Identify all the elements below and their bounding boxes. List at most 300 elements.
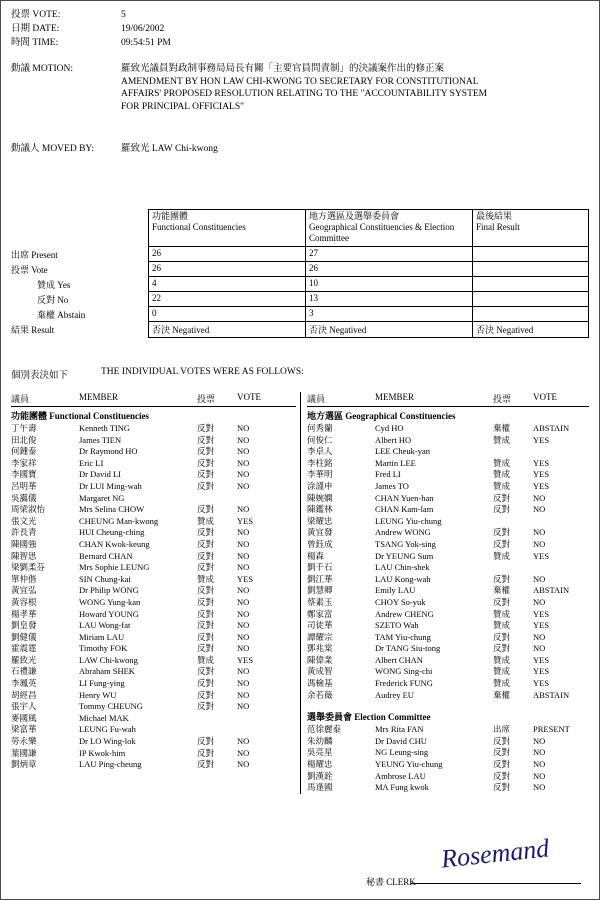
results-abstain-final (473, 307, 589, 322)
member-name-cn: 陳偉業 (307, 654, 333, 665)
member-vote-en: NO (533, 596, 546, 607)
vote-row (11, 469, 296, 481)
vote-row (307, 435, 589, 447)
member-name-cn: 張文光 (11, 515, 37, 526)
member-vote-en: ABSTAIN (533, 585, 570, 596)
results-no-gc: 13 (306, 292, 473, 307)
member-name-en: Mrs Rita FAN (375, 724, 424, 735)
vote-row (307, 493, 589, 505)
vote-row (307, 481, 589, 493)
member-vote-cn: 贊成 (493, 666, 511, 677)
member-vote-en: NO (237, 620, 250, 631)
member-vote-en: YES (533, 434, 550, 445)
vote-row (11, 539, 296, 551)
vote-row (307, 747, 589, 759)
results-vote-fc: 26 (149, 262, 306, 277)
moved-by-label: 動議人 MOVED BY: (11, 144, 95, 154)
member-name-en: Martin LEE (375, 457, 416, 468)
member-name-en: Dr YEUNG Sum (375, 550, 434, 561)
vote-meta-block (11, 9, 589, 50)
member-name-en: HUI Cheung-ching (79, 527, 145, 538)
member-vote-en (237, 724, 296, 736)
member-name-cn: 楊森 (307, 550, 325, 561)
member-name-en: CHOY So-yuk (375, 596, 426, 607)
member-vote-cn: 棄權 (493, 689, 511, 700)
member-vote-cn: 反對 (493, 782, 511, 793)
member-vote-en: NO (237, 446, 250, 457)
member-name-en: LAU Wong-fat (79, 620, 131, 631)
member-vote-en (533, 446, 589, 458)
member-name-cn: 石禮謙 (11, 666, 37, 677)
member-name-en: Cyd HO (375, 423, 404, 433)
member-name-en: LEE Cheuk-yan (375, 446, 430, 457)
results-result-fc: 否決 Negatived (149, 322, 306, 338)
member-vote-en: NO (237, 608, 250, 619)
member-vote-en: NO (237, 469, 250, 480)
results-label-abstain: 棄權 Abstain (37, 309, 86, 320)
member-vote-en: ABSTAIN (533, 689, 570, 700)
member-name-cn: 梁劉柔芬 (11, 562, 46, 573)
header-member-cn-right: 議員 (307, 394, 326, 404)
member-vote-en: NO (237, 550, 250, 561)
member-vote-en: NO (533, 759, 546, 770)
member-name-en: Abraham SHEK (79, 666, 135, 677)
member-name-cn: 李華明 (307, 469, 333, 480)
member-name-cn: 李柱銘 (307, 457, 333, 468)
results-yes-fc: 4 (149, 277, 306, 292)
clerk-label: 秘書 CLERK (366, 877, 416, 887)
vote-row (307, 574, 589, 586)
vote-row (11, 759, 296, 771)
member-vote-cn: 反對 (197, 585, 215, 596)
member-vote-en: NO (533, 538, 546, 549)
member-name-cn: 鄧兆棠 (307, 643, 333, 654)
member-name-en: LI Fung-ying (79, 678, 125, 689)
member-name-cn: 李家祥 (11, 457, 37, 468)
vote-row (11, 423, 296, 435)
results-vote-final (473, 262, 589, 277)
vote-row (307, 666, 589, 678)
member-vote-cn: 反對 (197, 759, 215, 770)
vote-row (307, 423, 589, 435)
member-vote-en: YES (533, 678, 550, 689)
results-result-final: 否決 Negatived (473, 322, 589, 338)
member-name-en: Audrey EU (375, 689, 414, 700)
member-name-cn: 胡經昌 (11, 689, 37, 700)
vote-row (11, 585, 296, 597)
member-name-en: LAW Chi-kwong (79, 654, 138, 665)
member-name-cn: 劉漢銓 (307, 770, 333, 781)
meta-row-time (11, 37, 589, 50)
member-name-en: Ambrose LAU (375, 770, 426, 781)
member-vote-en: NO (237, 759, 250, 770)
member-vote-cn: 反對 (197, 701, 215, 712)
vote-row (11, 458, 296, 470)
member-vote-cn: 反對 (197, 643, 215, 654)
member-name-cn: 劉健儀 (11, 631, 37, 642)
document-sheet (11, 9, 589, 891)
votes-list-functional (11, 423, 296, 771)
member-vote-cn: 反對 (197, 678, 215, 689)
member-name-en: Michael MAK (79, 712, 129, 723)
results-row-yes (11, 277, 589, 292)
results-header-functional-cn: 功能團體 (152, 211, 189, 221)
member-name-en: Howard YOUNG (79, 608, 139, 619)
vote-row (11, 516, 296, 528)
vote-row (307, 771, 589, 783)
member-vote-en: NO (237, 538, 250, 549)
results-header-functional (149, 210, 306, 247)
member-name-en: SZETO Wah (375, 620, 419, 631)
member-name-cn: 劉慧卿 (307, 585, 333, 596)
results-row-abstain (11, 307, 589, 322)
member-vote-en: NO (533, 770, 546, 781)
votes-column-left (11, 392, 300, 794)
vote-row (11, 690, 296, 702)
member-vote-cn: 反對 (197, 689, 215, 700)
group-title-election-committee: 選舉委員會 Election Committee (307, 712, 431, 723)
member-name-en: Bernard CHAN (79, 550, 133, 561)
member-name-cn: 劉炳章 (11, 759, 37, 770)
member-vote-en: YES (237, 654, 254, 665)
member-vote-en: NO (237, 666, 250, 677)
vote-row (307, 759, 589, 771)
member-name-en: Fred LI (375, 469, 401, 480)
member-vote-cn: 反對 (197, 504, 215, 515)
member-vote-cn (493, 446, 533, 458)
member-name-cn: 黃容根 (11, 596, 37, 607)
member-name-en: CHAN Kwok-keung (79, 538, 150, 549)
vote-row (11, 643, 296, 655)
vote-row (307, 446, 589, 458)
header-vote-cn-right: 投票 (493, 394, 512, 404)
member-vote-en (533, 516, 589, 528)
member-name-en: LEUNG Fu-wah (79, 724, 136, 735)
member-vote-en: YES (533, 654, 550, 665)
member-name-cn: 梁富華 (11, 724, 37, 735)
vote-row (11, 435, 296, 447)
motion-line-3: AFFAIRS' PROPOSED RESOLUTION RELATING TO THE "ACCOUNTABILITY SYSTEM (121, 89, 488, 99)
member-name-en: YEUNG Yiu-chung (375, 759, 443, 770)
member-vote-cn: 棄權 (493, 585, 511, 596)
vote-row (11, 574, 296, 586)
member-name-cn: 吳亮星 (307, 747, 333, 758)
clerk-signature: Rosemand (439, 833, 551, 874)
member-vote-cn: 反對 (493, 492, 511, 503)
motion-line-1: 羅致光議員對政制事務局局長有關「主要官員問責制」的決議案作出的修正案 (121, 64, 445, 74)
results-yes-gc: 10 (306, 277, 473, 292)
results-yes-final (473, 277, 589, 292)
member-name-cn: 馮檢基 (307, 678, 333, 689)
member-vote-cn: 贊成 (197, 515, 215, 526)
member-name-cn: 譚耀宗 (307, 631, 333, 642)
member-vote-cn: 反對 (493, 747, 511, 758)
member-vote-cn: 反對 (197, 550, 215, 561)
vote-row (11, 527, 296, 539)
vote-row (307, 527, 589, 539)
vote-row (307, 724, 589, 736)
vote-row (11, 655, 296, 667)
member-name-cn: 何鍾泰 (11, 446, 37, 457)
member-vote-en: NO (237, 596, 250, 607)
member-name-cn: 李國寶 (11, 469, 37, 480)
vote-row (11, 551, 296, 563)
votes-column-right-header (307, 392, 589, 407)
results-row-result (11, 322, 589, 338)
vote-row (307, 516, 589, 528)
member-name-cn: 蔡素玉 (307, 596, 333, 607)
member-vote-cn: 反對 (493, 573, 511, 584)
vote-row (11, 597, 296, 609)
member-name-cn: 李鳳英 (11, 678, 37, 689)
member-name-en: LEUNG Yiu-chung (375, 515, 442, 526)
member-vote-en: NO (533, 492, 546, 503)
member-name-en: LAU Chin-shek (375, 562, 430, 573)
results-abstain-fc: 0 (149, 307, 306, 322)
member-name-en: Albert HO (375, 434, 412, 445)
member-name-cn: 馬逢國 (307, 782, 333, 793)
member-vote-cn: 贊成 (493, 678, 511, 689)
member-name-cn: 范徐麗泰 (307, 724, 342, 735)
vote-row (11, 701, 296, 713)
results-abstain-gc: 3 (306, 307, 473, 322)
member-vote-en: NO (237, 678, 250, 689)
member-vote-en: NO (237, 689, 250, 700)
member-name-en: Emily LAU (375, 585, 416, 596)
member-name-en: Kenneth TING (79, 423, 131, 433)
member-vote-cn (197, 724, 237, 736)
member-vote-cn: 反對 (197, 446, 215, 457)
member-name-en: Mrs Sophie LEUNG (79, 562, 150, 573)
meta-value-date: 19/06/2002 (121, 24, 165, 34)
member-vote-cn: 反對 (197, 480, 215, 491)
vote-row (11, 620, 296, 632)
vote-row (11, 713, 296, 725)
votes-column-right (300, 392, 589, 794)
member-name-en: SIN Chung-kai (79, 573, 131, 584)
results-row-vote (11, 262, 589, 277)
member-name-cn: 曾鈺成 (307, 538, 333, 549)
member-vote-cn: 反對 (493, 735, 511, 746)
member-vote-cn: 贊成 (493, 480, 511, 491)
results-header-final-cn: 最後結果 (476, 211, 513, 221)
member-vote-cn: 贊成 (493, 434, 511, 445)
member-name-en: TAM Yiu-chung (375, 631, 431, 642)
vote-row (11, 481, 296, 493)
meta-label-time: 時間 TIME: (11, 38, 59, 48)
member-name-en: Miriam LAU (79, 631, 125, 642)
member-name-en: Dr LUI Ming-wah (79, 480, 142, 491)
individual-votes-columns (11, 392, 589, 794)
member-name-cn: 田北俊 (11, 434, 37, 445)
member-vote-en: YES (533, 457, 550, 468)
member-vote-en: NO (237, 527, 250, 538)
member-vote-en (237, 713, 296, 725)
results-header-geographical-en: Geographical Constituencies & Election Committee (309, 222, 455, 243)
member-name-en: Andrew CHENG (375, 608, 434, 619)
member-vote-cn: 反對 (197, 608, 215, 619)
member-name-en: WONG Yung-kan (79, 596, 141, 607)
member-name-cn: 霍震霆 (11, 643, 37, 654)
member-name-en: CHAN Yuen-han (375, 492, 434, 503)
vote-row (11, 446, 296, 458)
results-label-result: 結果 Result (11, 324, 55, 335)
member-name-en: IP Kwok-him (79, 747, 126, 758)
member-name-cn: 呂明華 (11, 480, 37, 491)
motion-line-4: FOR PRINCIPAL OFFICIALS" (121, 101, 245, 112)
member-vote-en: NO (533, 631, 546, 642)
member-vote-en: NO (533, 782, 546, 793)
individual-votes-heading-en: THE INDIVIDUAL VOTES WERE AS FOLLOWS: (101, 367, 304, 377)
member-vote-en: NO (237, 585, 250, 596)
member-vote-cn: 反對 (197, 596, 215, 607)
member-name-en: Andrew WONG (375, 527, 431, 538)
member-name-cn: 許長青 (11, 527, 37, 538)
member-name-cn: 鄭家富 (307, 608, 333, 619)
member-vote-en (237, 493, 296, 505)
member-vote-en: NO (237, 747, 250, 758)
member-vote-cn: 反對 (197, 469, 215, 480)
signature-line (411, 883, 581, 884)
moved-by-block (11, 140, 589, 154)
member-name-cn: 梁耀忠 (307, 515, 333, 526)
member-name-en: LAU Kong-wah (375, 573, 431, 584)
vote-row (11, 678, 296, 690)
header-member-en-left: MEMBER (79, 392, 119, 402)
member-name-cn: 朱幼麟 (307, 735, 333, 746)
member-vote-cn: 贊成 (493, 469, 511, 480)
member-name-en: Dr David CHU (375, 735, 427, 746)
member-vote-en: YES (533, 469, 550, 480)
vote-row (307, 620, 589, 632)
member-name-cn: 何俊仁 (307, 434, 333, 445)
header-vote-en-right: VOTE (533, 392, 557, 402)
member-name-cn: 張宇人 (11, 701, 37, 712)
member-name-en: Timothy FOK (79, 643, 128, 654)
vote-row (11, 562, 296, 574)
member-vote-cn: 反對 (493, 538, 511, 549)
member-vote-en: YES (533, 666, 550, 677)
vote-row (307, 643, 589, 655)
member-vote-en: PRESENT (533, 724, 570, 735)
votes-list-geographical (307, 423, 589, 701)
member-vote-en: YES (533, 620, 550, 631)
results-present-gc: 27 (306, 247, 473, 262)
member-vote-cn: 反對 (493, 527, 511, 538)
results-present-final (473, 247, 589, 262)
member-vote-cn: 贊成 (197, 573, 215, 584)
member-vote-cn: 贊成 (493, 620, 511, 631)
vote-row (307, 551, 589, 563)
member-vote-cn: 反對 (197, 736, 215, 747)
vote-row (307, 609, 589, 621)
member-vote-en: NO (533, 573, 546, 584)
member-vote-cn: 反對 (197, 747, 215, 758)
member-vote-en: NO (533, 747, 546, 758)
results-header-blank (11, 210, 149, 247)
member-name-cn: 余若薇 (307, 689, 333, 700)
member-vote-cn: 反對 (197, 423, 215, 433)
member-name-cn: 黃成智 (307, 666, 333, 677)
member-vote-en: NO (237, 631, 250, 642)
member-vote-cn: 反對 (197, 666, 215, 677)
member-name-en: MA Fung kwok (375, 782, 429, 793)
member-name-cn: 劉皇發 (11, 620, 37, 631)
results-label-no: 反對 No (37, 294, 69, 305)
member-vote-en: YES (237, 515, 254, 526)
results-label-present: 出席 Present (11, 249, 58, 260)
results-header-functional-en: Functional Constituencies (152, 222, 246, 232)
vote-row (11, 504, 296, 516)
member-name-en: Henry WU (79, 689, 117, 700)
member-name-en: James TIEN (79, 434, 122, 445)
member-vote-cn: 反對 (197, 527, 215, 538)
results-row-present (11, 247, 589, 262)
member-vote-en: NO (237, 423, 250, 433)
member-name-cn: 司徒華 (307, 620, 333, 631)
member-name-cn: 劉江華 (307, 573, 333, 584)
group-title-functional: 功能團體 Functional Constituencies (11, 411, 150, 421)
results-present-fc: 26 (149, 247, 306, 262)
member-vote-cn: 反對 (493, 643, 511, 654)
vote-row (11, 666, 296, 678)
member-vote-cn: 反對 (493, 759, 511, 770)
vote-row (307, 655, 589, 667)
member-name-en: CHEUNG Man-kwong (79, 515, 159, 526)
member-name-en: James TO (375, 480, 409, 491)
vote-row (11, 724, 296, 736)
results-no-fc: 22 (149, 292, 306, 307)
group-title-geographical: 地方選區 Geographical Constituencies (307, 411, 456, 421)
member-vote-en: NO (533, 735, 546, 746)
member-vote-en: NO (237, 736, 250, 747)
member-vote-en: NO (237, 480, 250, 491)
member-name-cn: 羅致光 (11, 654, 37, 665)
results-no-final (473, 292, 589, 307)
vote-row (307, 458, 589, 470)
motion-line-2: AMENDMENT BY HON LAW CHI-KWONG TO SECRETARY FOR CONSTITUTIONAL (121, 76, 479, 87)
member-vote-en: NO (237, 562, 250, 573)
member-name-en: Mrs Selina CHOW (79, 504, 145, 515)
member-name-cn: 陳智思 (11, 550, 37, 561)
member-name-cn: 吳靄儀 (11, 492, 37, 503)
header-member-cn-left: 議員 (11, 394, 30, 404)
motion-label: 動議 MOTION: (11, 64, 74, 74)
meta-value-time: 09:54:51 PM (121, 38, 171, 48)
member-name-en: Dr David LI (79, 469, 122, 480)
member-vote-cn: 出席 (493, 724, 511, 735)
member-name-cn: 李卓人 (307, 446, 333, 457)
header-vote-en-left: VOTE (237, 392, 261, 402)
member-vote-en (533, 562, 589, 574)
member-name-en: Dr LO Wing-lok (79, 736, 136, 747)
votes-column-left-header (11, 392, 296, 407)
results-table (11, 209, 589, 338)
member-name-cn: 何秀蘭 (307, 423, 333, 433)
vote-row (11, 736, 296, 748)
member-vote-cn: 贊成 (493, 654, 511, 665)
member-name-cn: 丁午壽 (11, 423, 37, 433)
vote-row (11, 609, 296, 621)
member-name-cn: 麥國風 (11, 712, 37, 723)
meta-label-vote: 投票 VOTE: (11, 10, 61, 20)
member-vote-en: ABSTAIN (533, 423, 570, 433)
vote-row (307, 632, 589, 644)
results-row-no (11, 292, 589, 307)
header-vote-cn-left: 投票 (197, 394, 216, 404)
member-vote-cn (493, 516, 533, 528)
vote-row (11, 632, 296, 644)
